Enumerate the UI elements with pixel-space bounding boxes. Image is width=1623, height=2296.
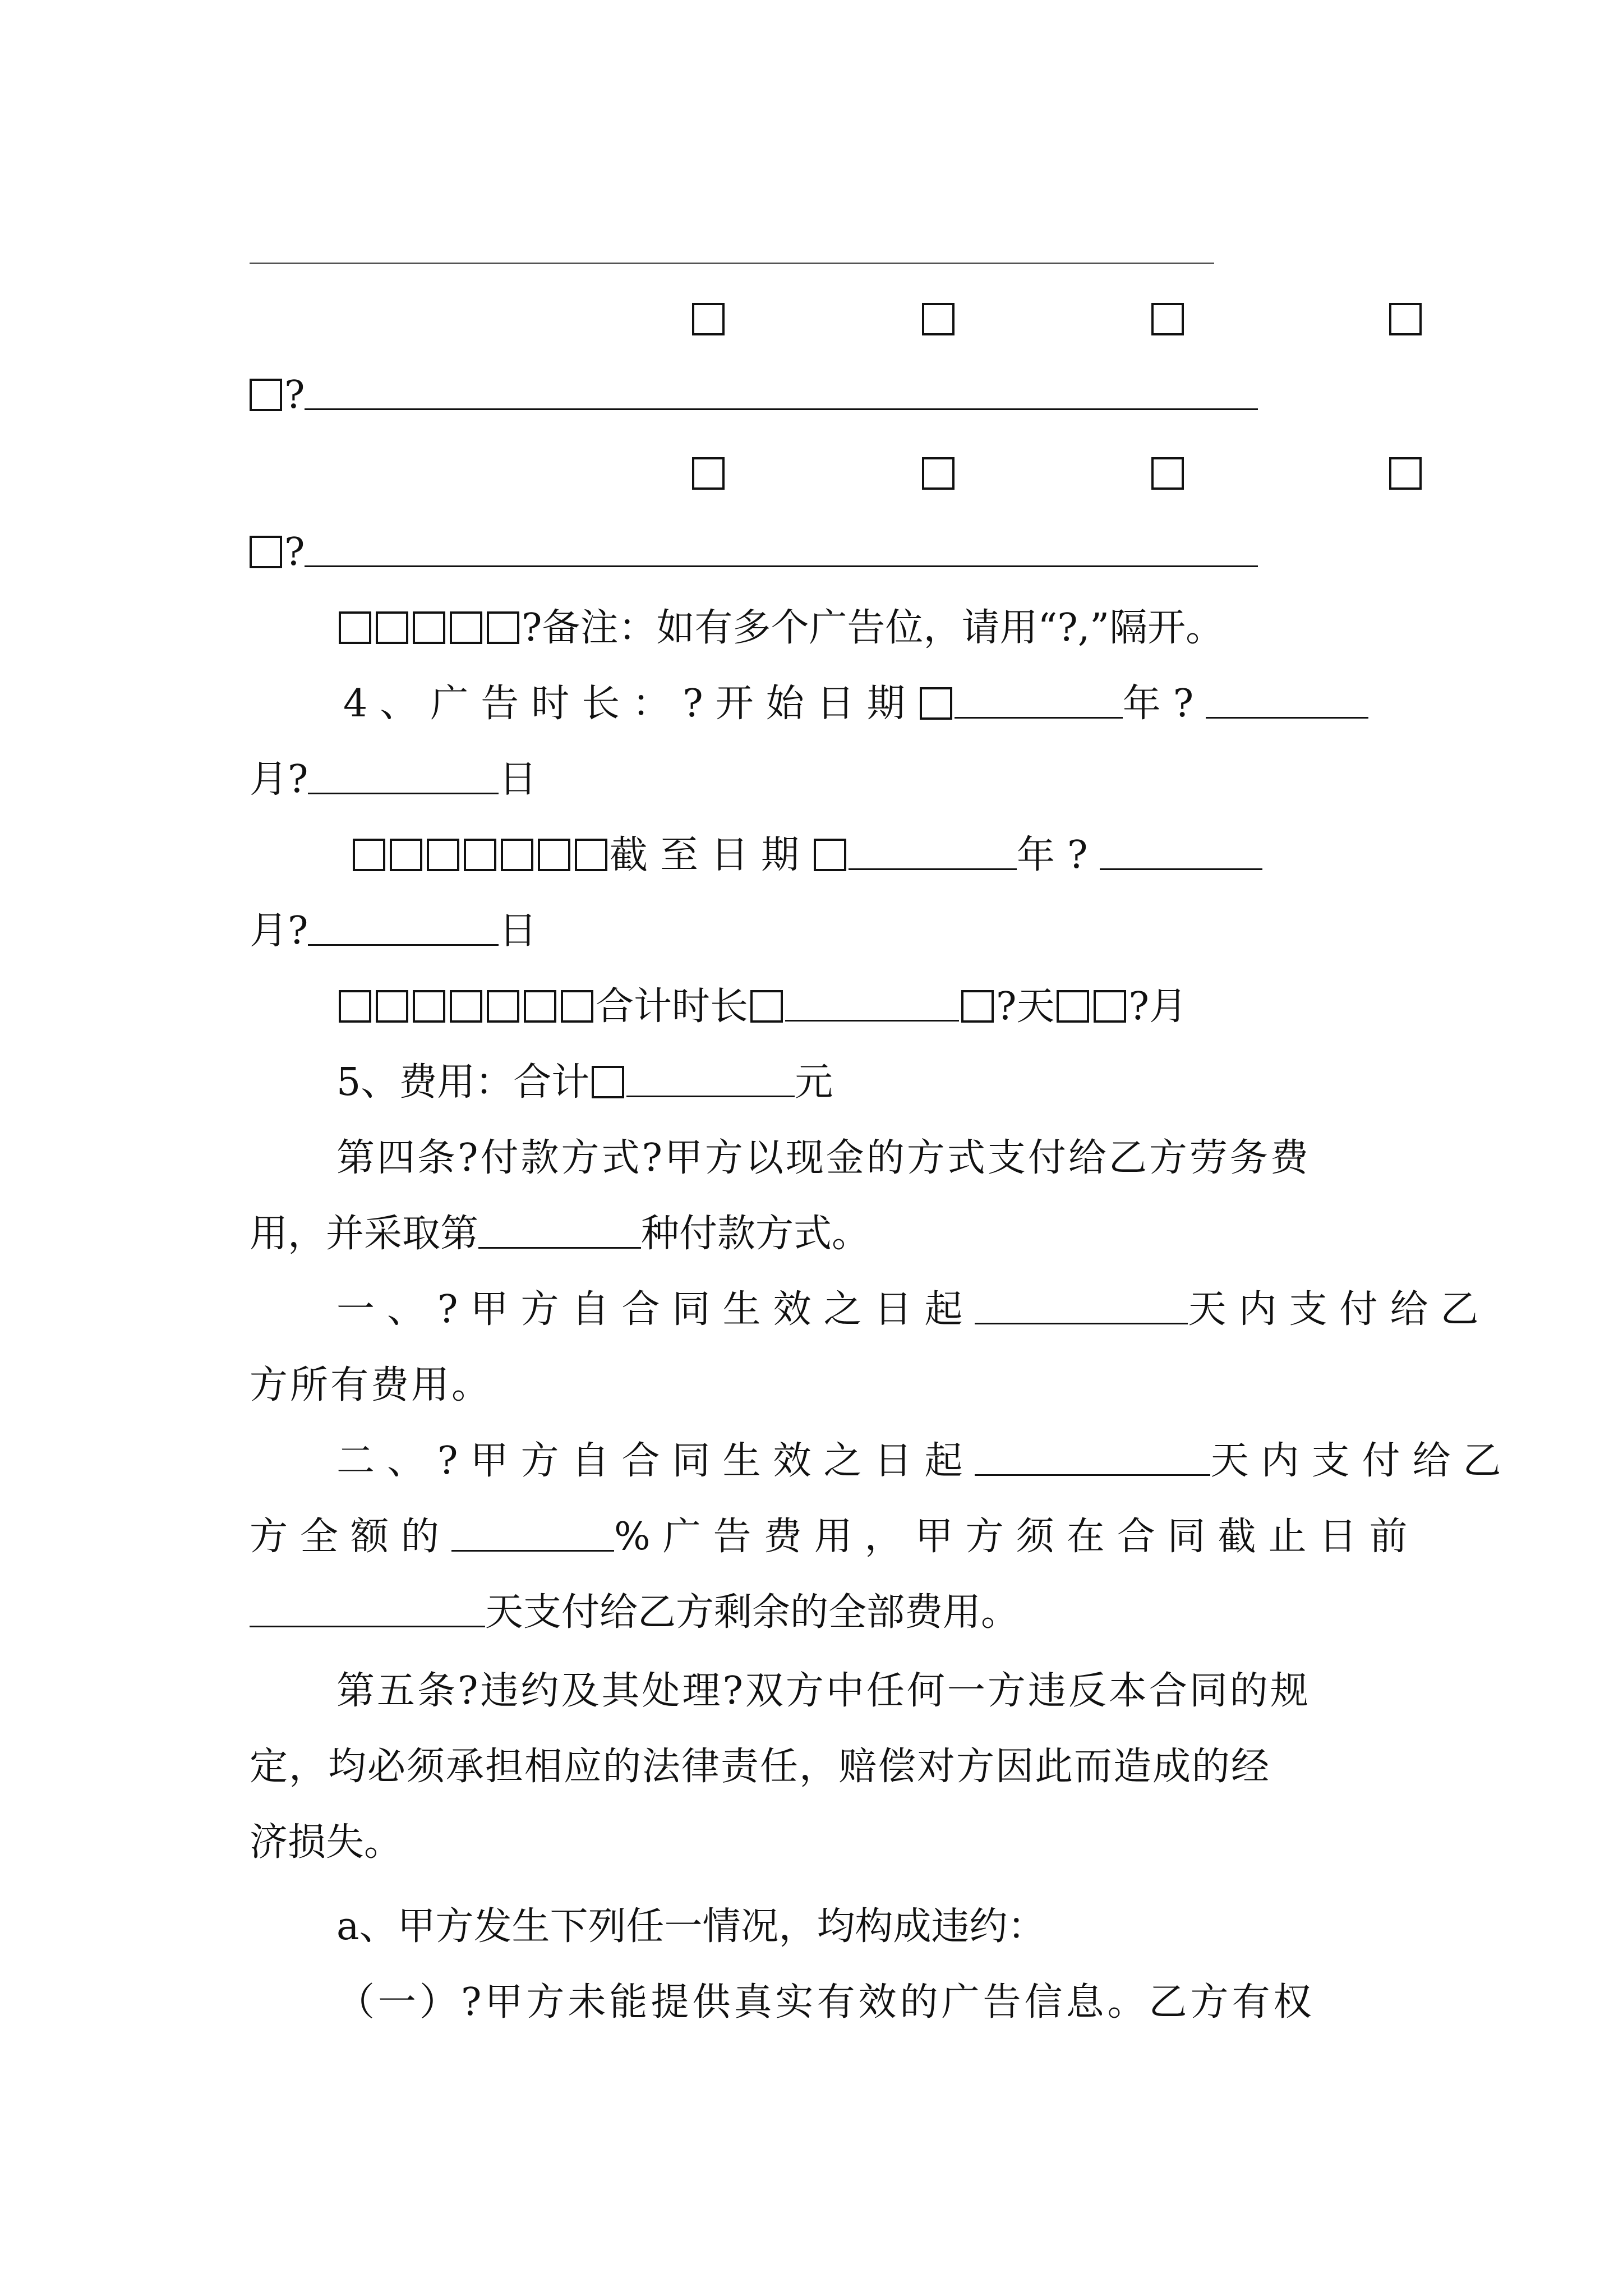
- box: [814, 839, 846, 871]
- art4-line-2: [250, 1209, 870, 1259]
- option2-days-field[interactable]: [975, 1439, 1210, 1476]
- fee-unit: 元: [795, 1060, 833, 1105]
- fee-field[interactable]: [626, 1061, 795, 1097]
- payment-method-field[interactable]: [478, 1212, 641, 1249]
- art5-line-2: 定，均必须承担相应的法律责任，赔偿对方因此而造成的经: [250, 1745, 1271, 1789]
- end-year-field[interactable]: [849, 834, 1017, 870]
- option2-text-3: 方全额的: [250, 1515, 452, 1559]
- option2-line: [336, 1436, 1513, 1487]
- end-month-field[interactable]: [1100, 834, 1262, 870]
- total-duration-line: [336, 982, 1187, 1032]
- option2-percent-field[interactable]: [451, 1515, 614, 1552]
- option2-remaining-days-field[interactable]: [250, 1591, 485, 1627]
- duration-label: 4、广告时长：?开始日期: [343, 682, 917, 726]
- checkbox[interactable]: [1151, 457, 1184, 490]
- box: [575, 839, 607, 871]
- fee-line: [336, 1057, 833, 1108]
- duration-start-line: [343, 679, 1368, 729]
- box: [450, 611, 482, 644]
- fee-label: 5、费用：合计: [336, 1060, 590, 1105]
- month-unit: 月?: [250, 909, 308, 953]
- checkbox[interactable]: [692, 303, 725, 335]
- end-label: 截至日期: [610, 833, 812, 877]
- option2-text-4: %广告费用，甲方须在合同截止日前: [614, 1515, 1420, 1559]
- checkbox[interactable]: [922, 457, 955, 490]
- duration-end-line-2: [250, 906, 537, 956]
- blank-field[interactable]: [305, 531, 1258, 567]
- box: [524, 990, 556, 1023]
- checkbox-row-1: [690, 295, 1424, 345]
- checkbox[interactable]: [250, 379, 282, 411]
- box: [413, 611, 445, 644]
- option2-text-5: 天支付给乙方剩余的全部费用。: [485, 1590, 1020, 1635]
- box: [376, 611, 408, 644]
- days-unit: ?天: [996, 984, 1055, 1029]
- option2-text-2: 天内支付给乙: [1210, 1439, 1514, 1483]
- box: [592, 1066, 624, 1098]
- question-mark: ?: [284, 530, 305, 574]
- art5-line-1: 第五条?违约及其处理?双方中任何一方违反本合同的规: [336, 1669, 1311, 1713]
- top-rule: [250, 263, 1214, 264]
- art5-a-line: a、甲方发生下列任一情况，均构成违约：: [336, 1904, 1046, 1949]
- month-unit: 月?: [250, 757, 308, 802]
- checkbox[interactable]: [922, 303, 955, 335]
- start-day-field[interactable]: [308, 758, 499, 794]
- box: [376, 990, 408, 1023]
- year-unit: 年?: [1122, 682, 1206, 726]
- box: [920, 687, 952, 720]
- duration-end-line: [351, 830, 1262, 881]
- fill-row-2: [250, 527, 1258, 578]
- day-unit: 日: [499, 757, 537, 802]
- checkbox[interactable]: [692, 457, 725, 490]
- box: [961, 990, 994, 1023]
- box: [538, 839, 570, 871]
- box: [750, 990, 783, 1023]
- duration-start-line-2: [250, 754, 537, 805]
- box: [450, 990, 482, 1023]
- box: [487, 611, 519, 644]
- art4-text: 用，并采取第: [250, 1212, 479, 1256]
- option1-line-2: 方所有费用。: [250, 1363, 492, 1407]
- option1-days-field[interactable]: [975, 1288, 1188, 1324]
- total-field[interactable]: [785, 985, 959, 1022]
- checkbox[interactable]: [250, 536, 282, 568]
- box: [1057, 990, 1089, 1023]
- year-unit: 年?: [1017, 833, 1100, 877]
- option2-line-2: [250, 1512, 1420, 1562]
- art4-text: 种付款方式。: [641, 1212, 870, 1256]
- box: [501, 839, 533, 871]
- box: [487, 990, 519, 1023]
- box: [390, 839, 422, 871]
- total-label: 合计时长: [596, 984, 749, 1029]
- start-month-field[interactable]: [1206, 682, 1368, 719]
- checkbox[interactable]: [1151, 303, 1184, 335]
- option1-text-2: 天内支付给乙: [1188, 1287, 1491, 1332]
- note-text: 备注：如有多个广告位，请用“?,”隔开。: [542, 606, 1224, 650]
- note-mark: ?: [522, 606, 542, 650]
- box: [413, 990, 445, 1023]
- box: [427, 839, 459, 871]
- months-unit: ?月: [1128, 984, 1187, 1029]
- checkbox[interactable]: [1389, 303, 1422, 335]
- box: [464, 839, 496, 871]
- box: [339, 611, 371, 644]
- box: [353, 839, 385, 871]
- box: [561, 990, 593, 1023]
- art5-line-3: 济损失。: [250, 1820, 403, 1865]
- art5-item1-line: （一）?甲方未能提供真实有效的广告信息。乙方有权: [336, 1980, 1315, 2024]
- blank-field[interactable]: [305, 374, 1258, 410]
- art4-line-1: 第四条?付款方式?甲方以现金的方式支付给乙方劳务费: [336, 1136, 1311, 1180]
- option1-text: 一、?甲方自合同生效之日起: [336, 1287, 975, 1332]
- option2-text: 二、?甲方自合同生效之日起: [336, 1439, 975, 1483]
- question-mark: ?: [284, 373, 305, 417]
- fill-row-1: [250, 370, 1258, 421]
- note-line: [336, 603, 1224, 654]
- checkbox[interactable]: [1389, 457, 1422, 490]
- end-day-field[interactable]: [308, 909, 499, 946]
- box: [1094, 990, 1126, 1023]
- day-unit: 日: [499, 909, 537, 953]
- option1-line: [336, 1285, 1491, 1335]
- box: [339, 990, 371, 1023]
- start-year-field[interactable]: [955, 682, 1123, 719]
- option2-line-3: [250, 1588, 1019, 1638]
- checkbox-row-2: [690, 449, 1424, 499]
